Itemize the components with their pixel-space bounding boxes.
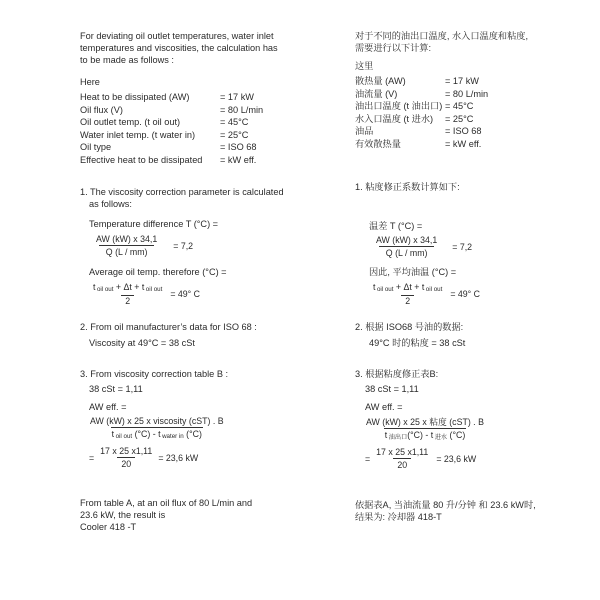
zh-calc-equals: =	[365, 453, 371, 464]
en-param-label: Oil outlet temp. (t oil out)	[80, 117, 181, 127]
zh-avg-temp-denominator: 2	[401, 295, 414, 306]
subscript-water-in: 进水	[434, 434, 448, 441]
en-calc-result: = 23,6 kW	[158, 452, 199, 463]
en-param-value: = 25°C	[220, 129, 249, 140]
formula-term: + Δt + t	[393, 282, 425, 292]
en-conclusion	[80, 497, 252, 533]
en-param-value: = 17 kW	[220, 92, 254, 102]
zh-temp-diff-result: = 7,2	[452, 241, 473, 252]
zh-param-label: 水入口温度 (t 进水)	[355, 113, 434, 124]
zh-viscosity-line: 49°C 时的粘度 = 38 cSt	[369, 338, 466, 348]
zh-intro-line: 对于不同的油出口温度, 水入口温度和粘度,	[355, 31, 529, 41]
en-param-row	[80, 104, 263, 117]
en-calc-formula	[89, 445, 198, 470]
en-param-row	[80, 91, 263, 104]
en-calc-equals: =	[89, 452, 95, 463]
en-param-label: Oil type	[80, 142, 112, 152]
en-temp-diff-denominator: Q (L / mm)	[99, 245, 155, 258]
en-step1-heading	[80, 186, 284, 210]
en-calc-denominator: 20	[117, 457, 135, 470]
en-intro-paragraph	[80, 30, 278, 66]
zh-temp-diff-label: 温差 T (°C) =	[369, 221, 423, 231]
en-temp-diff-fraction	[89, 233, 164, 258]
zh-param-value: = 25°C	[445, 113, 474, 124]
en-intro-line: to be made as follows :	[80, 55, 174, 65]
zh-param-value: = kW eff.	[445, 138, 482, 149]
en-step1-heading-line: 1. The viscosity correction parameter is calculated	[80, 187, 284, 197]
en-param-label: Effective heat to be dissipated	[80, 154, 203, 165]
en-aw-eff-numerator: AW (kW) x 25 x viscosity (cST) . B	[90, 416, 224, 426]
zh-param-label: 油品	[355, 126, 374, 136]
zh-param-row	[355, 100, 488, 113]
formula-term: + Δt + t	[113, 282, 145, 292]
zh-calc-formula	[365, 446, 476, 471]
zh-avg-temp-numerator	[369, 282, 446, 295]
subscript-oil-out: oil out	[115, 433, 133, 440]
zh-param-label: 散热量 (AW)	[355, 76, 406, 86]
en-viscosity-line: Viscosity at 49°C = 38 cSt	[89, 338, 195, 348]
en-param-value: = 80 L/min	[220, 104, 264, 115]
zh-intro-line: 需要进行以下计算:	[355, 43, 432, 53]
zh-param-row	[355, 75, 488, 88]
zh-avg-temp-result: = 49° C	[450, 289, 480, 299]
zh-aw-eff-denominator	[384, 428, 467, 444]
zh-calc-numerator: 17 x 25 x1,11	[376, 447, 429, 457]
symbol-t: t	[373, 282, 376, 292]
en-step1-heading-line: as follows:	[89, 199, 132, 209]
formula-term: (°C)	[183, 429, 202, 439]
subscript-oil-out: oil out	[145, 286, 163, 293]
en-param-value: = ISO 68	[220, 142, 257, 152]
en-param-value: = 45°C	[220, 117, 249, 127]
en-avg-temp-label: Average oil temp. therefore (°C) =	[89, 267, 227, 277]
en-aw-eff-denominator	[111, 427, 203, 443]
zh-step1-heading: 1. 粘度修正系数计算如下:	[355, 182, 460, 192]
en-avg-temp-formula	[89, 282, 200, 306]
zh-param-label: 有效散热量	[355, 138, 401, 149]
en-intro-line: For deviating oil outlet temperatures, water inlet	[80, 31, 274, 41]
zh-conclusion-line: 结果为: 冷却器 418-T	[355, 512, 442, 522]
en-step2-heading: 2. From oil manufacturer’s data for ISO 68 :	[80, 322, 257, 332]
en-param-label: Water inlet temp. (t water in)	[80, 129, 196, 140]
en-correction-factor: 38 cSt = 1,11	[89, 384, 143, 394]
zh-param-value: = 45°C	[445, 101, 474, 111]
zh-aw-eff-numerator: AW (kW) x 25 x 粘度 (cST) . B	[366, 417, 484, 427]
zh-avg-temp-formula	[369, 282, 480, 306]
zh-avg-temp-label: 因此, 平均油温 (°C) =	[369, 267, 457, 277]
en-aw-eff-fraction	[89, 415, 225, 443]
en-aw-eff-formula	[89, 415, 225, 443]
zh-param-value: = 17 kW	[445, 76, 479, 86]
zh-temp-diff-numerator: AW (kW) x 34,1	[376, 235, 438, 245]
zh-calc-fraction	[372, 446, 432, 471]
zh-calc-denominator: 20	[393, 458, 411, 471]
en-aw-eff-label: AW eff. =	[89, 402, 127, 412]
zh-param-row	[355, 113, 488, 126]
zh-param-row	[355, 125, 488, 138]
zh-step2-heading: 2. 根据 ISO68 号油的数据:	[355, 322, 464, 332]
en-temp-diff-numerator: AW (kW) x 34,1	[96, 234, 158, 244]
zh-aw-eff-label: AW eff. =	[365, 402, 403, 412]
zh-temp-diff-denominator: Q (L / mm)	[379, 246, 435, 259]
zh-param-label: 油出口温度 (t 油出口)	[355, 101, 443, 111]
zh-parameter-list	[355, 75, 488, 150]
en-param-value: = kW eff.	[220, 154, 257, 165]
subscript-oil-out: 油出口	[388, 434, 408, 441]
en-step3-heading: 3. From viscosity correction table B :	[80, 369, 229, 379]
zh-intro-paragraph	[355, 30, 528, 54]
zh-conclusion	[355, 499, 536, 523]
en-param-row	[80, 154, 263, 167]
subscript-oil-out: oil out	[376, 286, 394, 293]
zh-correction-factor: 38 cSt = 1,11	[365, 384, 419, 394]
en-param-row	[80, 116, 263, 129]
formula-term: (°C) - t	[132, 429, 161, 439]
zh-param-label: 油流量 (V)	[355, 88, 398, 99]
zh-param-row	[355, 88, 488, 101]
en-param-row	[80, 141, 263, 154]
zh-temp-diff-formula	[369, 234, 472, 259]
en-avg-temp-fraction	[89, 282, 166, 306]
en-param-row	[80, 129, 263, 142]
symbol-t: t	[111, 429, 115, 439]
chinese-column	[355, 0, 595, 600]
en-temp-diff-label: Temperature difference T (°C) =	[89, 219, 219, 229]
english-column	[80, 0, 342, 600]
en-conclusion-line: Cooler 418 -T	[80, 522, 137, 532]
zh-calc-result: = 23,6 kW	[436, 453, 477, 464]
symbol-t: t	[93, 282, 96, 292]
en-parameter-list	[80, 91, 263, 166]
en-calc-fraction	[96, 445, 156, 470]
en-avg-temp-result: = 49° C	[170, 289, 200, 299]
symbol-t: t	[384, 430, 388, 440]
en-temp-diff-formula	[89, 233, 193, 258]
subscript-oil-out: oil out	[425, 286, 443, 293]
zh-temp-diff-fraction	[369, 234, 444, 259]
zh-param-row	[355, 138, 488, 151]
en-temp-diff-result: = 7,2	[173, 240, 194, 251]
en-avg-temp-numerator	[89, 282, 166, 295]
en-param-label: Oil flux (V)	[80, 104, 123, 115]
zh-conclusion-line: 依据表A, 当油流量 80 升/分钟 和 23.6 kW时,	[355, 500, 536, 510]
subscript-water-in: water in	[162, 433, 184, 440]
en-avg-temp-denominator: 2	[121, 295, 134, 306]
zh-step3-heading: 3. 根据粘度修正表B:	[355, 369, 439, 379]
en-param-label: Heat to be dissipated (AW)	[80, 92, 190, 102]
en-intro-line: temperatures and viscosities, the calculation has	[80, 43, 278, 53]
zh-here-label: 这里	[355, 61, 374, 71]
zh-param-value: = ISO 68	[445, 126, 482, 136]
en-here-label: Here	[80, 77, 100, 87]
zh-avg-temp-fraction	[369, 282, 446, 306]
en-conclusion-line: From table A, at an oil flux of 80 L/min and	[80, 498, 253, 508]
subscript-oil-out: oil out	[96, 286, 114, 293]
zh-aw-eff-formula	[365, 416, 485, 444]
zh-aw-eff-fraction	[365, 416, 485, 444]
formula-term: (°C) - t	[407, 430, 434, 440]
en-conclusion-line: 23.6 kW, the result is	[80, 510, 166, 520]
en-calc-numerator: 17 x 25 x1,11	[100, 446, 153, 456]
zh-param-value: = 80 L/min	[445, 88, 489, 99]
formula-term: (°C)	[447, 430, 466, 440]
